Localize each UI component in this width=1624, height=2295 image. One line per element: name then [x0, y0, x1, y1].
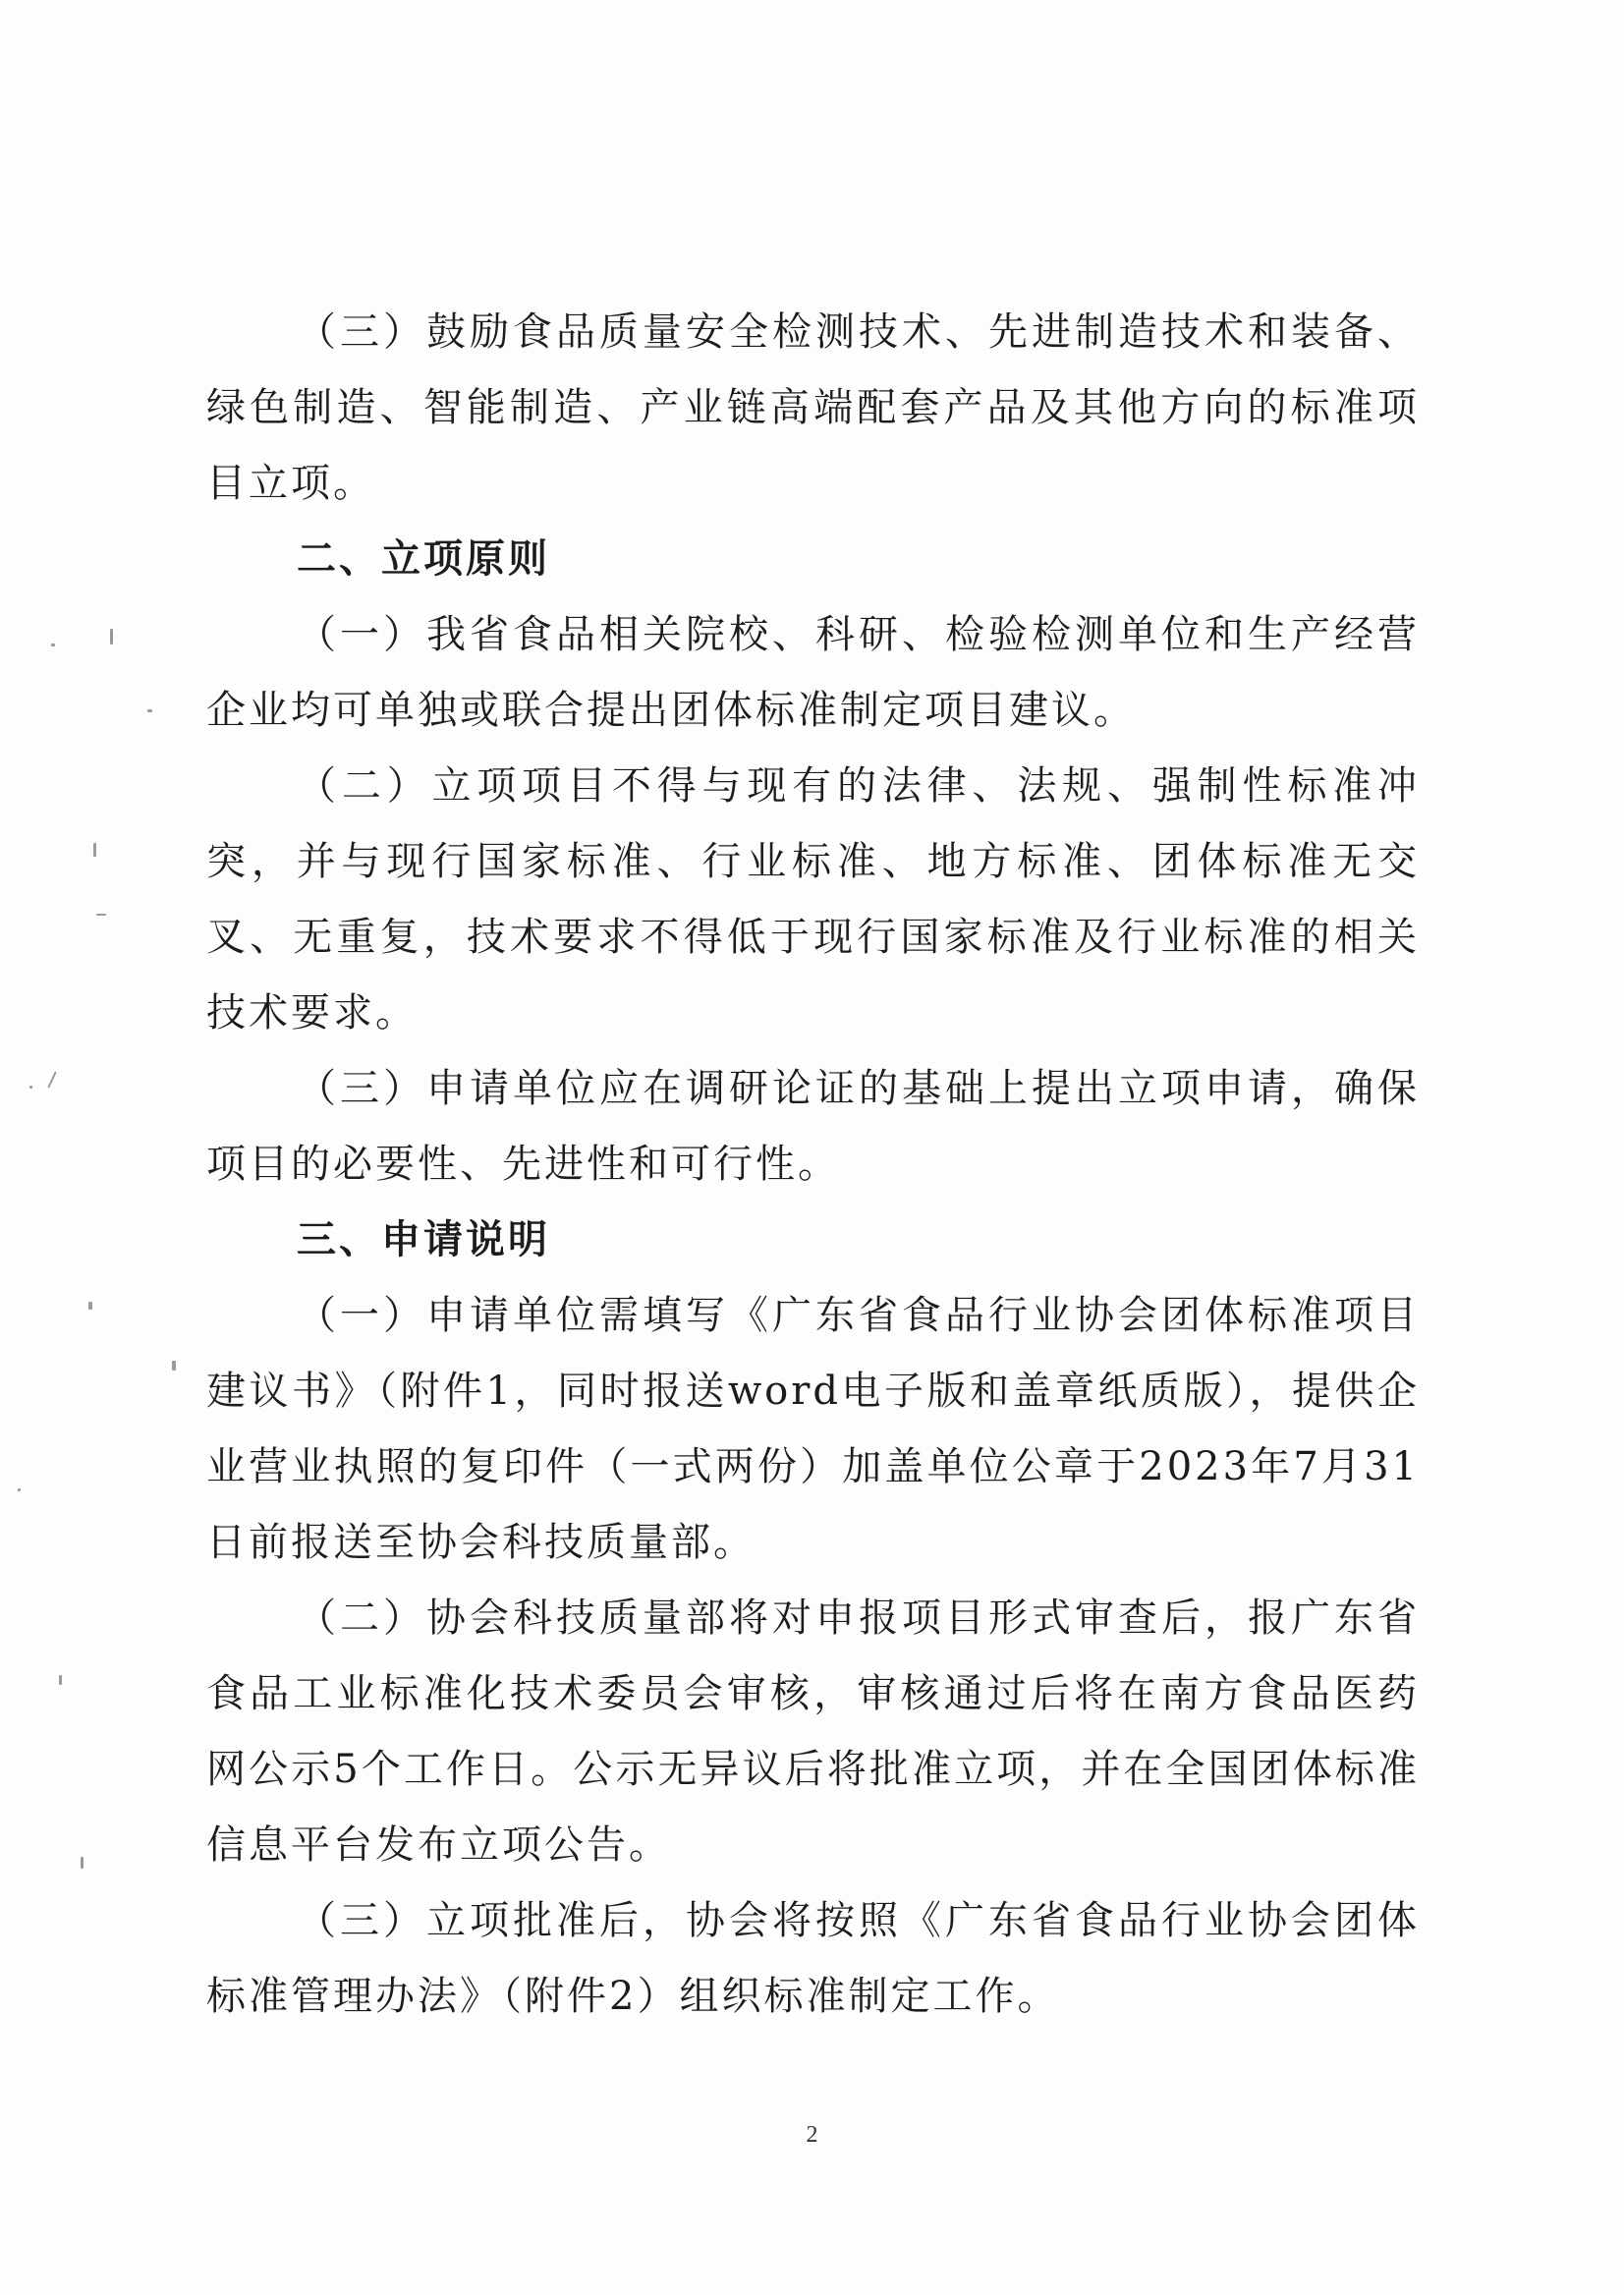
paragraph-section2-item1: （一）我省食品相关院校、科研、检验检测单位和生产经营企业均可单独或联合提出团体标准制定项目建议。 [206, 612, 1420, 733]
section-heading-principles: 二、立项原则 [297, 536, 550, 582]
paragraph-section3-item2: （二）协会科技质量部将对申报项目形式审查后，报广东省食品工业标准化技术委员会审核，审核通过后将在南方食品医药网公示5个工作日。公示无异议后将批准立项，并在全国团体标准信息平台发布立项公告。 [206, 1595, 1420, 1868]
scan-speck [147, 709, 152, 712]
page-number: 2 [806, 2122, 818, 2148]
scan-speck [29, 1086, 32, 1089]
scan-speck [110, 629, 113, 644]
paragraph-section1-item3: （三）鼓励食品质量安全检测技术、先进制造技术和装备、绿色制造、智能制造、产业链高端配套产品及其他方向的标准项目立项。 [206, 309, 1420, 506]
scan-speck [81, 1857, 84, 1869]
scan-speck [172, 1361, 176, 1371]
scan-speck [59, 1675, 62, 1685]
document-body [206, 295, 1420, 2035]
scan-speck [18, 1488, 21, 1491]
paragraph-section3-item3: （三）立项批准后，协会将按照《广东省食品行业协会团体标准管理办法》（附件2）组织标准制定工作。 [206, 1898, 1420, 2019]
scan-speck [88, 1302, 92, 1310]
paragraph-section2-item2: （二）立项项目不得与现有的法律、法规、强制性标准冲突，并与现行国家标准、行业标准、地方标准、团体标准无交叉、无重复，技术要求不得低于现行国家标准及行业标准的相关技术要求。 [206, 763, 1420, 1036]
scan-speck [51, 644, 55, 646]
scan-speck [93, 843, 96, 857]
scan-speck [96, 914, 106, 916]
paragraph-section3-item1: （一）申请单位需填写《广东省食品行业协会团体标准项目建议书》（附件1，同时报送word电子版和盖章纸质版），提供企业营业执照的复印件（一式两份）加盖单位公章于2023年7月31日前报送至协会科技质量部。 [206, 1293, 1420, 1565]
paragraph-section2-item3: （三）申请单位应在调研论证的基础上提出立项申请，确保项目的必要性、先进性和可行性。 [206, 1066, 1420, 1187]
section-heading-application: 三、申请说明 [297, 1217, 550, 1262]
scan-speck [47, 1071, 56, 1088]
